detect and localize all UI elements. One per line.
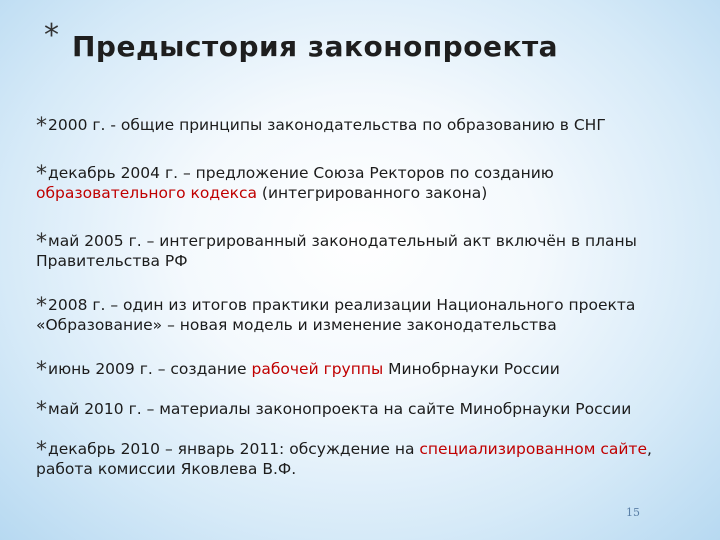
highlight-text: рабочей группы [251, 360, 384, 378]
item-text-tail: (интегрированного закона) [257, 184, 488, 202]
highlight-text: специализированном сайте [419, 440, 648, 458]
bullet-star: * [36, 162, 47, 187]
list-item [36, 440, 676, 479]
item-text-tail: Минобрнауки России [383, 360, 560, 378]
list-item [36, 164, 676, 203]
bullet-star: * [36, 398, 47, 423]
item-text: декабрь 2010 – январь 2011: обсуждение на [48, 440, 420, 458]
list-item [36, 398, 676, 423]
slide-title: Предыстория законопроекта [72, 30, 559, 63]
page-number: 15 [626, 506, 640, 519]
item-text: июнь 2009 г. – создание [48, 360, 252, 378]
bullet-star: * [36, 114, 47, 139]
item-text: 2000 г. - общие принципы законодательства по образованию в СНГ [48, 116, 606, 134]
bullet-star: * [36, 358, 47, 383]
item-text: май 2010 г. – материалы законопроекта на сайте Минобрнауки России [48, 400, 632, 418]
list-item [36, 358, 676, 383]
item-text: 2008 г. – один из итогов практики реализации Национального проекта «Образование» – новая модель и изменение законодательства [36, 296, 636, 334]
item-text: май 2005 г. – интегрированный законодательный акт включён в планы Правительства РФ [36, 232, 637, 270]
bullet-star: * [36, 294, 47, 319]
item-text-tail: , работа комиссии Яковлева В.Ф. [36, 440, 652, 478]
list-item [36, 114, 676, 139]
title-bullet-star: * [44, 18, 59, 53]
list-item [36, 232, 676, 271]
bullet-star: * [36, 230, 47, 255]
highlight-text: образовательного кодекса [36, 184, 257, 202]
list-item [36, 296, 676, 335]
item-text: декабрь 2004 г. – предложение Союза Ректоров по созданию [48, 164, 554, 182]
bullet-star: * [36, 438, 47, 463]
